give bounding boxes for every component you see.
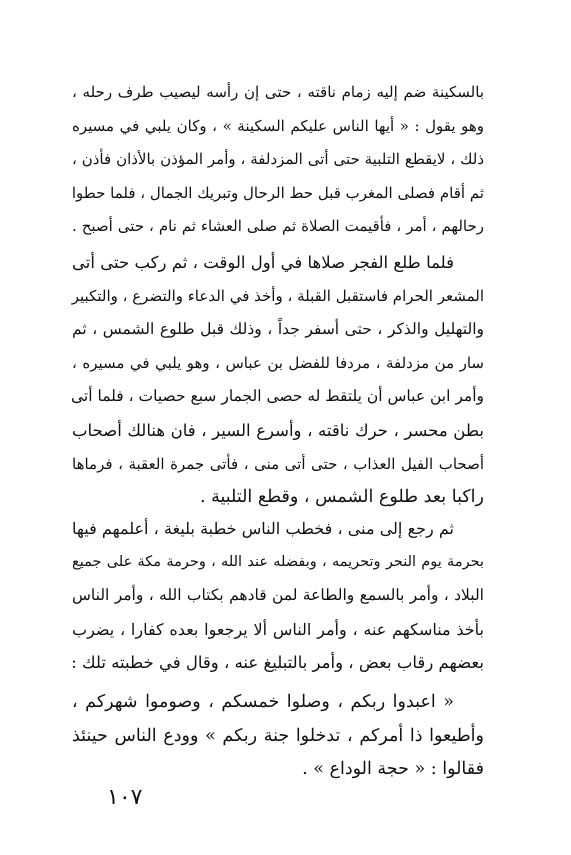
text-line: وأمر ابن عباس أن يلتقط له حصى الجمار سبع حصيات ، فلما أتى (71, 387, 484, 406)
text-line: « اعبدوا ربكم ، وصلوا خمسكم ، وصوموا شهركم ، (72, 692, 454, 712)
paragraph-3 (72, 512, 484, 680)
paragraph-1 (72, 76, 484, 244)
text-line: ثم رجع إلى منى ، فخطب الناس خطبة بليغة ، أعلمهم فيها (72, 519, 454, 538)
text-line: بحرمة يوم النحر وتحريمه ، وبفضله عند الله ، وحرمة مكة على جميع (72, 553, 484, 570)
text-line: بالسكينة ضم إليه زمام ناقته ، حتى إن رأسه ليصيب طرف رحله ، (72, 83, 484, 101)
text-line: راكبا بعد طلوع الشمس ، وقطع التلبية . (199, 487, 484, 508)
text-line: بأخذ مناسكهم عنه ، وأمر الناس ألا يرجعوا بعده كفارا ، يضرب (72, 619, 484, 639)
page-number: ١٠٧ (107, 785, 143, 810)
text-line: رحالهم ، أمر ، فأقيمت الصلاة ثم صلى العشاء ثم نام ، حتى أصبح . (72, 217, 484, 236)
text-line: وهو يقول : « أيها الناس عليكم السكينة » ، وكان يلبي في مسيره (72, 116, 484, 135)
text-line: والتهليل والذكر ، حتى أسفر جداً ، وذلك قبل طلوع الشمس ، ثم (72, 320, 484, 339)
text-line: بعضهم رقاب بعض ، وأمر بالتبليغ عنه ، وقال في خطبته تلك : (71, 653, 484, 673)
text-line: المشعر الحرام فاستقبل القبلة ، وأخذ في الدعاء والتضرع ، والتكبير (71, 286, 484, 305)
text-line: ثم أقام فصلى المغرب قبل حط الرحال وتبريك الجمال ، فلما حطوا (71, 183, 484, 202)
text-line: بطن محسر ، حرك ناقته ، وأسرع السير ، فان هنالك أصحاب (72, 420, 484, 440)
paragraph-2 (72, 246, 484, 515)
text-line: البلاد ، وأمر بالسمع والطاعة لمن قادهم بكتاب الله ، وأمر الناس (72, 586, 484, 605)
text-line: فقالوا : « حجة الوداع » . (302, 759, 484, 780)
text-line: أصحاب الفيل العذاب ، حتى أتى منى ، فأتى جمرة العقبة ، فرماها (72, 454, 484, 473)
text-line: ذلك ، لايقطع التلبية حتى أتى المزدلفة ، وأمر المؤذن بالأذان فأذن ، (72, 150, 484, 169)
paragraph-4 (72, 686, 484, 787)
text-line: وأطيعوا ذا أمركم ، تدخلوا جنة ربكم » وودع الناس حينئذ (72, 725, 484, 746)
text-line: فلما طلع الفجر صلاها في أول الوقت ، ثم ركب حتى أتى (72, 253, 454, 272)
text-line: سار من مزدلفة ، مردفا للفضل بن عباس ، وهو يلبي في مسيره ، (72, 353, 484, 372)
